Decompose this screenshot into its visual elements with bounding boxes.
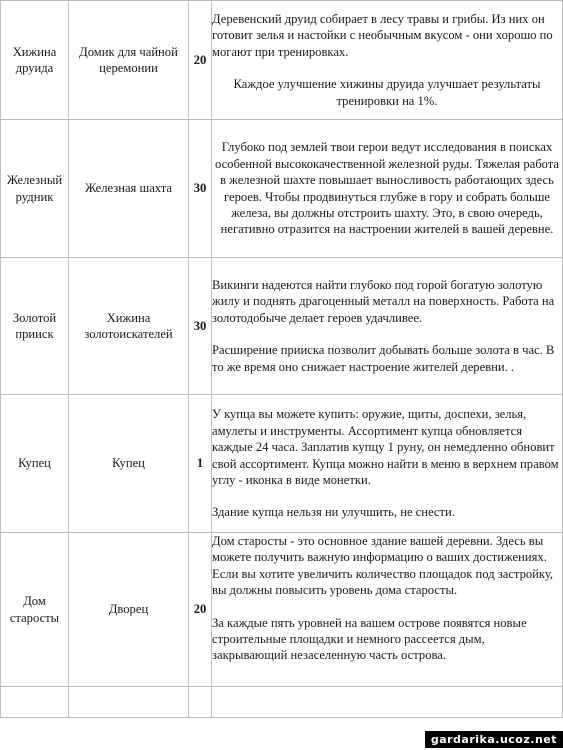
description-paragraph: Здание купца нельзя ни улучшить, не снести. — [212, 505, 455, 520]
table-row — [1, 687, 563, 718]
max-level-cell: 20 — [189, 533, 212, 687]
description-paragraph: Расширение прииска позволит добывать больше золота в час. В то же время оно снижает настроение жителей деревни. . — [212, 343, 555, 374]
table-row — [1, 258, 563, 395]
description-paragraph: Деревенский друид собирает в лесу травы и грибы. Из них он готовит зелья и настойки с необычным вкусом - они хорошо по могают при тренировках. — [212, 11, 553, 59]
description-cell — [212, 1, 563, 120]
description-cell — [212, 258, 563, 395]
original-name-cell: Железный рудник — [1, 120, 69, 258]
table-row — [1, 533, 563, 687]
max-level-cell: 30 — [189, 120, 212, 258]
original-name-cell: Купец — [1, 395, 69, 533]
description-paragraph: За каждые пять уровней на вашем острове появятся новые строительные площадки и немного рассеется дым, закрывающий незаселенную часть острова. — [212, 615, 527, 663]
description-paragraph: Викинги надеются найти глубоко под горой богатую золотую жилу и поднять драгоценный металл на поверхность. Работа на золотодобыче делает героев удачливее. — [212, 277, 555, 325]
original-name-cell: Хижина друида — [1, 1, 69, 120]
table-row — [1, 120, 563, 258]
viking-name-cell: Дворец — [69, 533, 189, 687]
description-paragraph: Глубоко под землей твои герои ведут исследования в поисках особенной высококачественной железной руды. Тяжелая работа в железной шахте повышает выносливость работающих здесь героев. Чтобы продвинуться глубже в гору и собрать больше железа, вы должны отстроить шахту. Это, в свою очередь, негативно отразится на настроении жителей в вашей деревне. — [214, 140, 559, 237]
viking-name-cell: Купец — [69, 395, 189, 533]
viking-name-cell: Домик для чайной церемонии — [69, 1, 189, 120]
original-name-cell: Золотой прииск — [1, 258, 69, 395]
description-cell — [212, 120, 563, 258]
max-level-cell: 30 — [189, 258, 212, 395]
description-cell — [212, 533, 563, 687]
table-row — [1, 395, 563, 533]
max-level-cell: 1 — [189, 395, 212, 533]
table-row — [1, 1, 563, 120]
description-cell — [212, 395, 563, 533]
viking-name-cell: Хижина золотоискателей — [69, 258, 189, 395]
description-paragraph: У купца вы можете купить: оружие, щиты, доспехи, зелья, амулеты и инструменты. Ассортимент купца обновляется каждые 24 часа. Заплатив купцу 1 руну, он немедленно обновит свой ассортимент. Купца можно найти в меню в верхнем правом углу - иконка в виде монетки. — [212, 407, 559, 487]
viking-name-cell: Железная шахта — [69, 120, 189, 258]
description-paragraph: Дом старосты - это основное здание вашей деревни. Здесь вы можете получить важную информацию о ваших достижениях. Если вы хотите увеличить количество площадок под застройку, вы должны повысить уровень дома старосты. — [212, 534, 554, 598]
max-level-cell: 20 — [189, 1, 212, 120]
site-watermark: gardarika.ucoz.net — [425, 731, 563, 748]
original-name-cell: Дом старосты — [1, 533, 69, 687]
description-paragraph: Каждое улучшение хижины друида улучшает результаты тренировки на 1%. — [233, 77, 541, 108]
